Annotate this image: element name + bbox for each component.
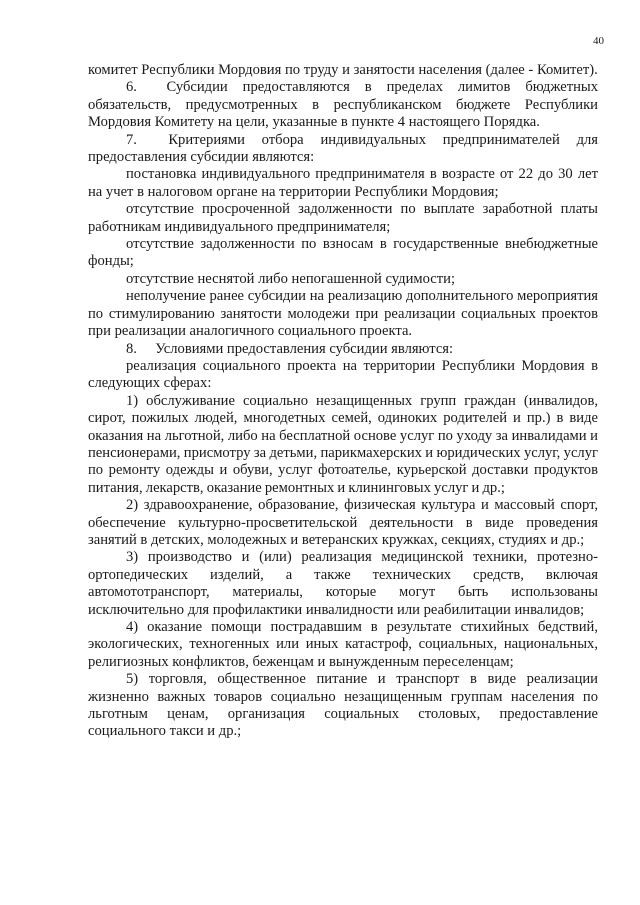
page-number: 40	[593, 35, 604, 47]
paragraph-item-6: 6. Субсидии предоставляются в пределах лимитов бюджетных обязательств, предусмотренных в республиканском бюджете Республики Мордовия Комитету на цели, указанные в пункте 4 настоящего Порядка.	[88, 79, 598, 131]
paragraph-sphere-2: 2) здравоохранение, образование, физическая культура и массовый спорт, обеспечение культурно-просветительской деятельности в виде проведения занятий в детских, молодежных и ветеранских кружках, секциях, студиях и др.;	[88, 497, 598, 548]
paragraph-item-7: 7. Критериями отбора индивидуальных предпринимателей для предоставления субсидии являются:	[88, 131, 598, 166]
paragraph-item-8: 8. Условиями предоставления субсидии являются:	[126, 340, 454, 357]
paragraph-criterion-no-prior-subsidy: неполучение ранее субсидии на реализацию дополнительного мероприятия по стимулированию занятости молодежи при реализации социальных проектов при реализации аналогичного социального проекта.	[88, 288, 598, 340]
paragraph-criterion-wage-debt: отсутствие просроченной задолженности по выплате заработной платы работникам индивидуального предпринимателя;	[88, 201, 598, 235]
paragraph-condition-project: реализация социального проекта на территории Республики Мордовия в следующих сферах:	[88, 357, 598, 392]
paragraph-committee-continuation: комитет Республики Мордовия по труду и занятости населения (далее - Комитет).	[88, 62, 598, 78]
paragraph-criterion-conviction: отсутствие неснятой либо непогашенной судимости;	[126, 270, 455, 287]
paragraph-criterion-fund-debt: отсутствие задолженности по взносам в государственные внебюджетные фонды;	[88, 236, 598, 270]
paragraph-sphere-3: 3) производство и (или) реализация медицинской техники, протезно-ортопедических изделий, а также технических средств, включая автомототранспорт, материалы, которые могут быть использованы исключительно для профилактики инвалидности или реабилитации инвалидов;	[88, 549, 598, 618]
document-body	[88, 62, 598, 741]
paragraph-sphere-4: 4) оказание помощи пострадавшим в результате стихийных бедствий, экологических, техногенных или иных катастроф, социальных, национальных, религиозных конфликтов, беженцам и вынужденным переселенцам;	[88, 619, 598, 670]
paragraph-sphere-1: 1) обслуживание социально незащищенных групп граждан (инвалидов, сирот, пожилых людей, многодетных семей, одиноких родителей и пр.) в виде оказания на льготной, либо на бесплатной основе услуг по уходу за инвалидами и пенсионерами, присмотру за детьми, парикмахерских и юридических услуг, услуг по ремонту одежды и обуви, услуг фотоателье, курьерской доставки продуктов питания, лекарств, оказание ремонтных и клининговых услуг и др.;	[88, 392, 598, 496]
paragraph-criterion-registration: постановка индивидуального предпринимателя в возрасте от 22 до 30 лет на учет в налоговом органе на территории Республики Мордовия;	[88, 166, 598, 200]
paragraph-sphere-5: 5) торговля, общественное питание и транспорт в виде реализации жизненно важных товаров социально незащищенным группам населения по льготным ценам, организация социальных столовых, предоставление социального такси и др.;	[88, 671, 598, 740]
